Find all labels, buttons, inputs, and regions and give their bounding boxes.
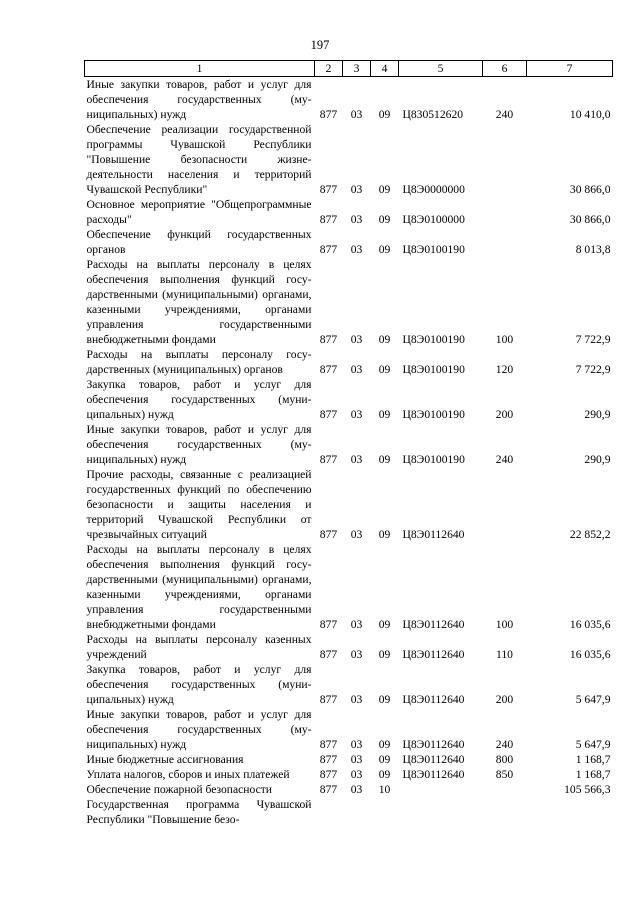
row-name: Иные закупки товаров, работ и услуг для обеспечения государственных (муниципальных) нужд xyxy=(86,423,312,466)
row-expense-type: 240 xyxy=(495,108,514,121)
row-expense-type: 100 xyxy=(495,333,514,346)
row-ministry-code: 877 xyxy=(319,243,338,256)
table-row xyxy=(85,122,613,197)
table-body xyxy=(85,77,613,828)
row-name: Прочие расходы, связанные с реализацией государственных функций по обеспечению безопасности и защиты населения и территорий Чувашской Республики от чрезвычайных ситуаций xyxy=(86,468,312,541)
table-row xyxy=(85,227,613,257)
row-amount: 1 168,7 xyxy=(575,753,611,766)
row-target-article: Ц8Э0112640 xyxy=(402,753,465,766)
table-row xyxy=(85,662,613,707)
row-target-article: Ц8Э0100190 xyxy=(402,408,465,421)
row-section-code: 03 xyxy=(350,183,363,196)
row-expense-type xyxy=(483,197,527,227)
row-amount: 8 013,8 xyxy=(575,243,611,256)
row-expense-type: 200 xyxy=(495,408,514,421)
row-expense-type: 200 xyxy=(495,693,514,706)
row-name: Иные бюджетные ассигнования xyxy=(86,753,244,766)
row-section-code: 03 xyxy=(350,213,363,226)
table-row xyxy=(85,257,613,347)
row-ministry-code: 877 xyxy=(319,648,338,661)
row-section-code: 03 xyxy=(350,333,363,346)
row-amount: 30 866,0 xyxy=(569,183,611,196)
row-name: Расходы на выплаты персоналу в целях обеспечения выполнения функций государственными (муниципальными) органами, казенными учреждениями, органами управления государственными внебюджетными фондами xyxy=(86,543,312,631)
row-name: Обеспечение функций государственных органов xyxy=(86,228,312,256)
row-target-article: Ц8Э0112640 xyxy=(402,528,465,541)
row-subsection-code: 09 xyxy=(378,108,391,121)
row-name: Обеспечение пожарной безопасности xyxy=(86,783,273,796)
row-amount: 105 566,3 xyxy=(564,783,611,796)
row-target-article: Ц8Э0100190 xyxy=(402,453,465,466)
table-header xyxy=(85,61,613,77)
row-expense-type xyxy=(483,797,527,827)
row-amount: 30 866,0 xyxy=(569,213,611,226)
row-target-article: Ц8Э0112640 xyxy=(402,693,465,706)
row-ministry-code: 877 xyxy=(319,783,338,796)
table-row xyxy=(85,752,613,767)
row-name: Закупка товаров, работ и услуг для обеспечения государственных (муниципальных) нужд xyxy=(86,378,312,421)
row-section-code: 03 xyxy=(350,783,363,796)
row-section-code: 03 xyxy=(350,108,363,121)
row-subsection-code: 09 xyxy=(378,693,391,706)
row-section-code: 03 xyxy=(350,528,363,541)
header-col-2: 2 xyxy=(315,61,343,77)
row-target-article xyxy=(399,782,483,797)
row-ministry-code xyxy=(315,797,343,827)
row-ministry-code: 877 xyxy=(319,108,338,121)
row-ministry-code: 877 xyxy=(319,738,338,751)
table-row xyxy=(85,797,613,827)
row-section-code: 03 xyxy=(350,363,363,376)
table-row xyxy=(85,782,613,797)
header-row xyxy=(85,61,613,77)
row-target-article: Ц8Э0100190 xyxy=(402,243,465,256)
row-name: Государственная программа Чувашской Республики "Повышение безо- xyxy=(86,798,312,826)
row-name: Уплата налогов, сборов и иных платежей xyxy=(86,768,290,781)
row-subsection-code: 09 xyxy=(378,753,391,766)
row-ministry-code: 877 xyxy=(319,213,338,226)
row-expense-type: 100 xyxy=(495,618,514,631)
row-name: Расходы на выплаты персоналу в целях обеспечения выполнения функций государственными (муниципальными) органами, казенными учреждениями, органами управления государственными внебюджетными фондами xyxy=(86,258,312,346)
row-ministry-code: 877 xyxy=(319,333,338,346)
header-col-5: 5 xyxy=(399,61,483,77)
row-amount: 7 722,9 xyxy=(575,333,611,346)
row-amount: 16 035,6 xyxy=(569,648,611,661)
table-row xyxy=(85,542,613,632)
row-subsection-code xyxy=(371,797,399,827)
row-expense-type xyxy=(483,467,527,542)
row-subsection-code: 09 xyxy=(378,453,391,466)
row-amount: 10 410,0 xyxy=(569,108,611,121)
row-target-article: Ц8Э0112640 xyxy=(402,618,465,631)
row-expense-type xyxy=(483,227,527,257)
row-subsection-code: 09 xyxy=(378,213,391,226)
row-amount: 16 035,6 xyxy=(569,618,611,631)
row-amount: 7 722,9 xyxy=(575,363,611,376)
row-section-code: 03 xyxy=(350,618,363,631)
row-name: Иные закупки товаров, работ и услуг для обеспечения государственных (муниципальных) нужд xyxy=(86,708,312,751)
table-row xyxy=(85,377,613,422)
table-row xyxy=(85,767,613,782)
table-row xyxy=(85,632,613,662)
row-subsection-code: 09 xyxy=(378,243,391,256)
row-ministry-code: 877 xyxy=(319,618,338,631)
table-row xyxy=(85,422,613,467)
header-col-7: 7 xyxy=(527,61,613,77)
row-expense-type xyxy=(483,122,527,197)
row-amount: 290,9 xyxy=(584,453,611,466)
row-target-article: Ц830512620 xyxy=(402,108,464,121)
budget-table xyxy=(84,60,613,827)
row-section-code: 03 xyxy=(350,693,363,706)
row-ministry-code: 877 xyxy=(319,363,338,376)
row-subsection-code: 09 xyxy=(378,618,391,631)
header-col-3: 3 xyxy=(343,61,371,77)
row-target-article: Ц8Э0112640 xyxy=(402,768,465,781)
row-section-code: 03 xyxy=(350,648,363,661)
row-section-code: 03 xyxy=(350,408,363,421)
row-subsection-code: 09 xyxy=(378,528,391,541)
row-subsection-code: 09 xyxy=(378,768,391,781)
table-row xyxy=(85,467,613,542)
table-row xyxy=(85,197,613,227)
row-section-code xyxy=(343,797,371,827)
row-target-article: Ц8Э0112640 xyxy=(402,738,465,751)
header-col-6: 6 xyxy=(483,61,527,77)
row-expense-type: 110 xyxy=(496,648,513,661)
row-target-article: Ц8Э0100190 xyxy=(402,333,465,346)
row-target-article: Ц8Э0000000 xyxy=(402,183,465,196)
row-ministry-code: 877 xyxy=(319,693,338,706)
row-ministry-code: 877 xyxy=(319,768,338,781)
row-expense-type: 240 xyxy=(495,738,514,751)
page-number: 197 xyxy=(310,38,330,52)
row-subsection-code: 10 xyxy=(378,783,391,796)
row-name: Расходы на выплаты персоналу казенных учреждений xyxy=(86,633,312,661)
row-section-code: 03 xyxy=(350,738,363,751)
row-amount: 5 647,9 xyxy=(575,693,611,706)
row-subsection-code: 09 xyxy=(378,408,391,421)
row-ministry-code: 877 xyxy=(319,453,338,466)
row-amount: 290,9 xyxy=(584,408,611,421)
row-name: Основное мероприятие "Общепрограммные расходы" xyxy=(86,198,312,226)
row-subsection-code: 09 xyxy=(378,183,391,196)
row-subsection-code: 09 xyxy=(378,738,391,751)
row-target-article: Ц8Э0112640 xyxy=(402,648,465,661)
row-expense-type: 240 xyxy=(495,453,514,466)
row-target-article xyxy=(399,797,483,827)
row-name: Иные закупки товаров, работ и услуг для обеспечения государственных (муниципальных) нужд xyxy=(86,78,312,121)
row-subsection-code: 09 xyxy=(378,648,391,661)
row-ministry-code: 877 xyxy=(319,408,338,421)
row-subsection-code: 09 xyxy=(378,363,391,376)
row-name: Закупка товаров, работ и услуг для обеспечения государственных (муниципальных) нужд xyxy=(86,663,312,706)
row-ministry-code: 877 xyxy=(319,753,338,766)
row-target-article: Ц8Э0100190 xyxy=(402,363,465,376)
table-row xyxy=(85,347,613,377)
row-ministry-code: 877 xyxy=(319,528,338,541)
row-expense-type: 120 xyxy=(495,363,514,376)
row-section-code: 03 xyxy=(350,753,363,766)
row-expense-type xyxy=(483,782,527,797)
header-col-4: 4 xyxy=(371,61,399,77)
row-ministry-code: 877 xyxy=(319,183,338,196)
row-amount xyxy=(527,797,613,827)
row-amount: 5 647,9 xyxy=(575,738,611,751)
table-row xyxy=(85,77,613,123)
row-subsection-code: 09 xyxy=(378,333,391,346)
row-amount: 22 852,2 xyxy=(569,528,611,541)
header-col-1: 1 xyxy=(85,61,315,77)
row-target-article: Ц8Э0100000 xyxy=(402,213,465,226)
row-name: Обеспечение реализации государственной программы Чувашской Республики "Повышение безопасности жизнедеятельности населения и территорий Чувашской Республики" xyxy=(86,123,312,196)
row-expense-type: 850 xyxy=(495,768,514,781)
row-amount: 1 168,7 xyxy=(575,768,611,781)
row-section-code: 03 xyxy=(350,453,363,466)
row-name: Расходы на выплаты персоналу государственных (муниципальных) органов xyxy=(86,348,312,376)
row-section-code: 03 xyxy=(350,243,363,256)
table-row xyxy=(85,707,613,752)
row-section-code: 03 xyxy=(350,768,363,781)
row-expense-type: 800 xyxy=(495,753,514,766)
